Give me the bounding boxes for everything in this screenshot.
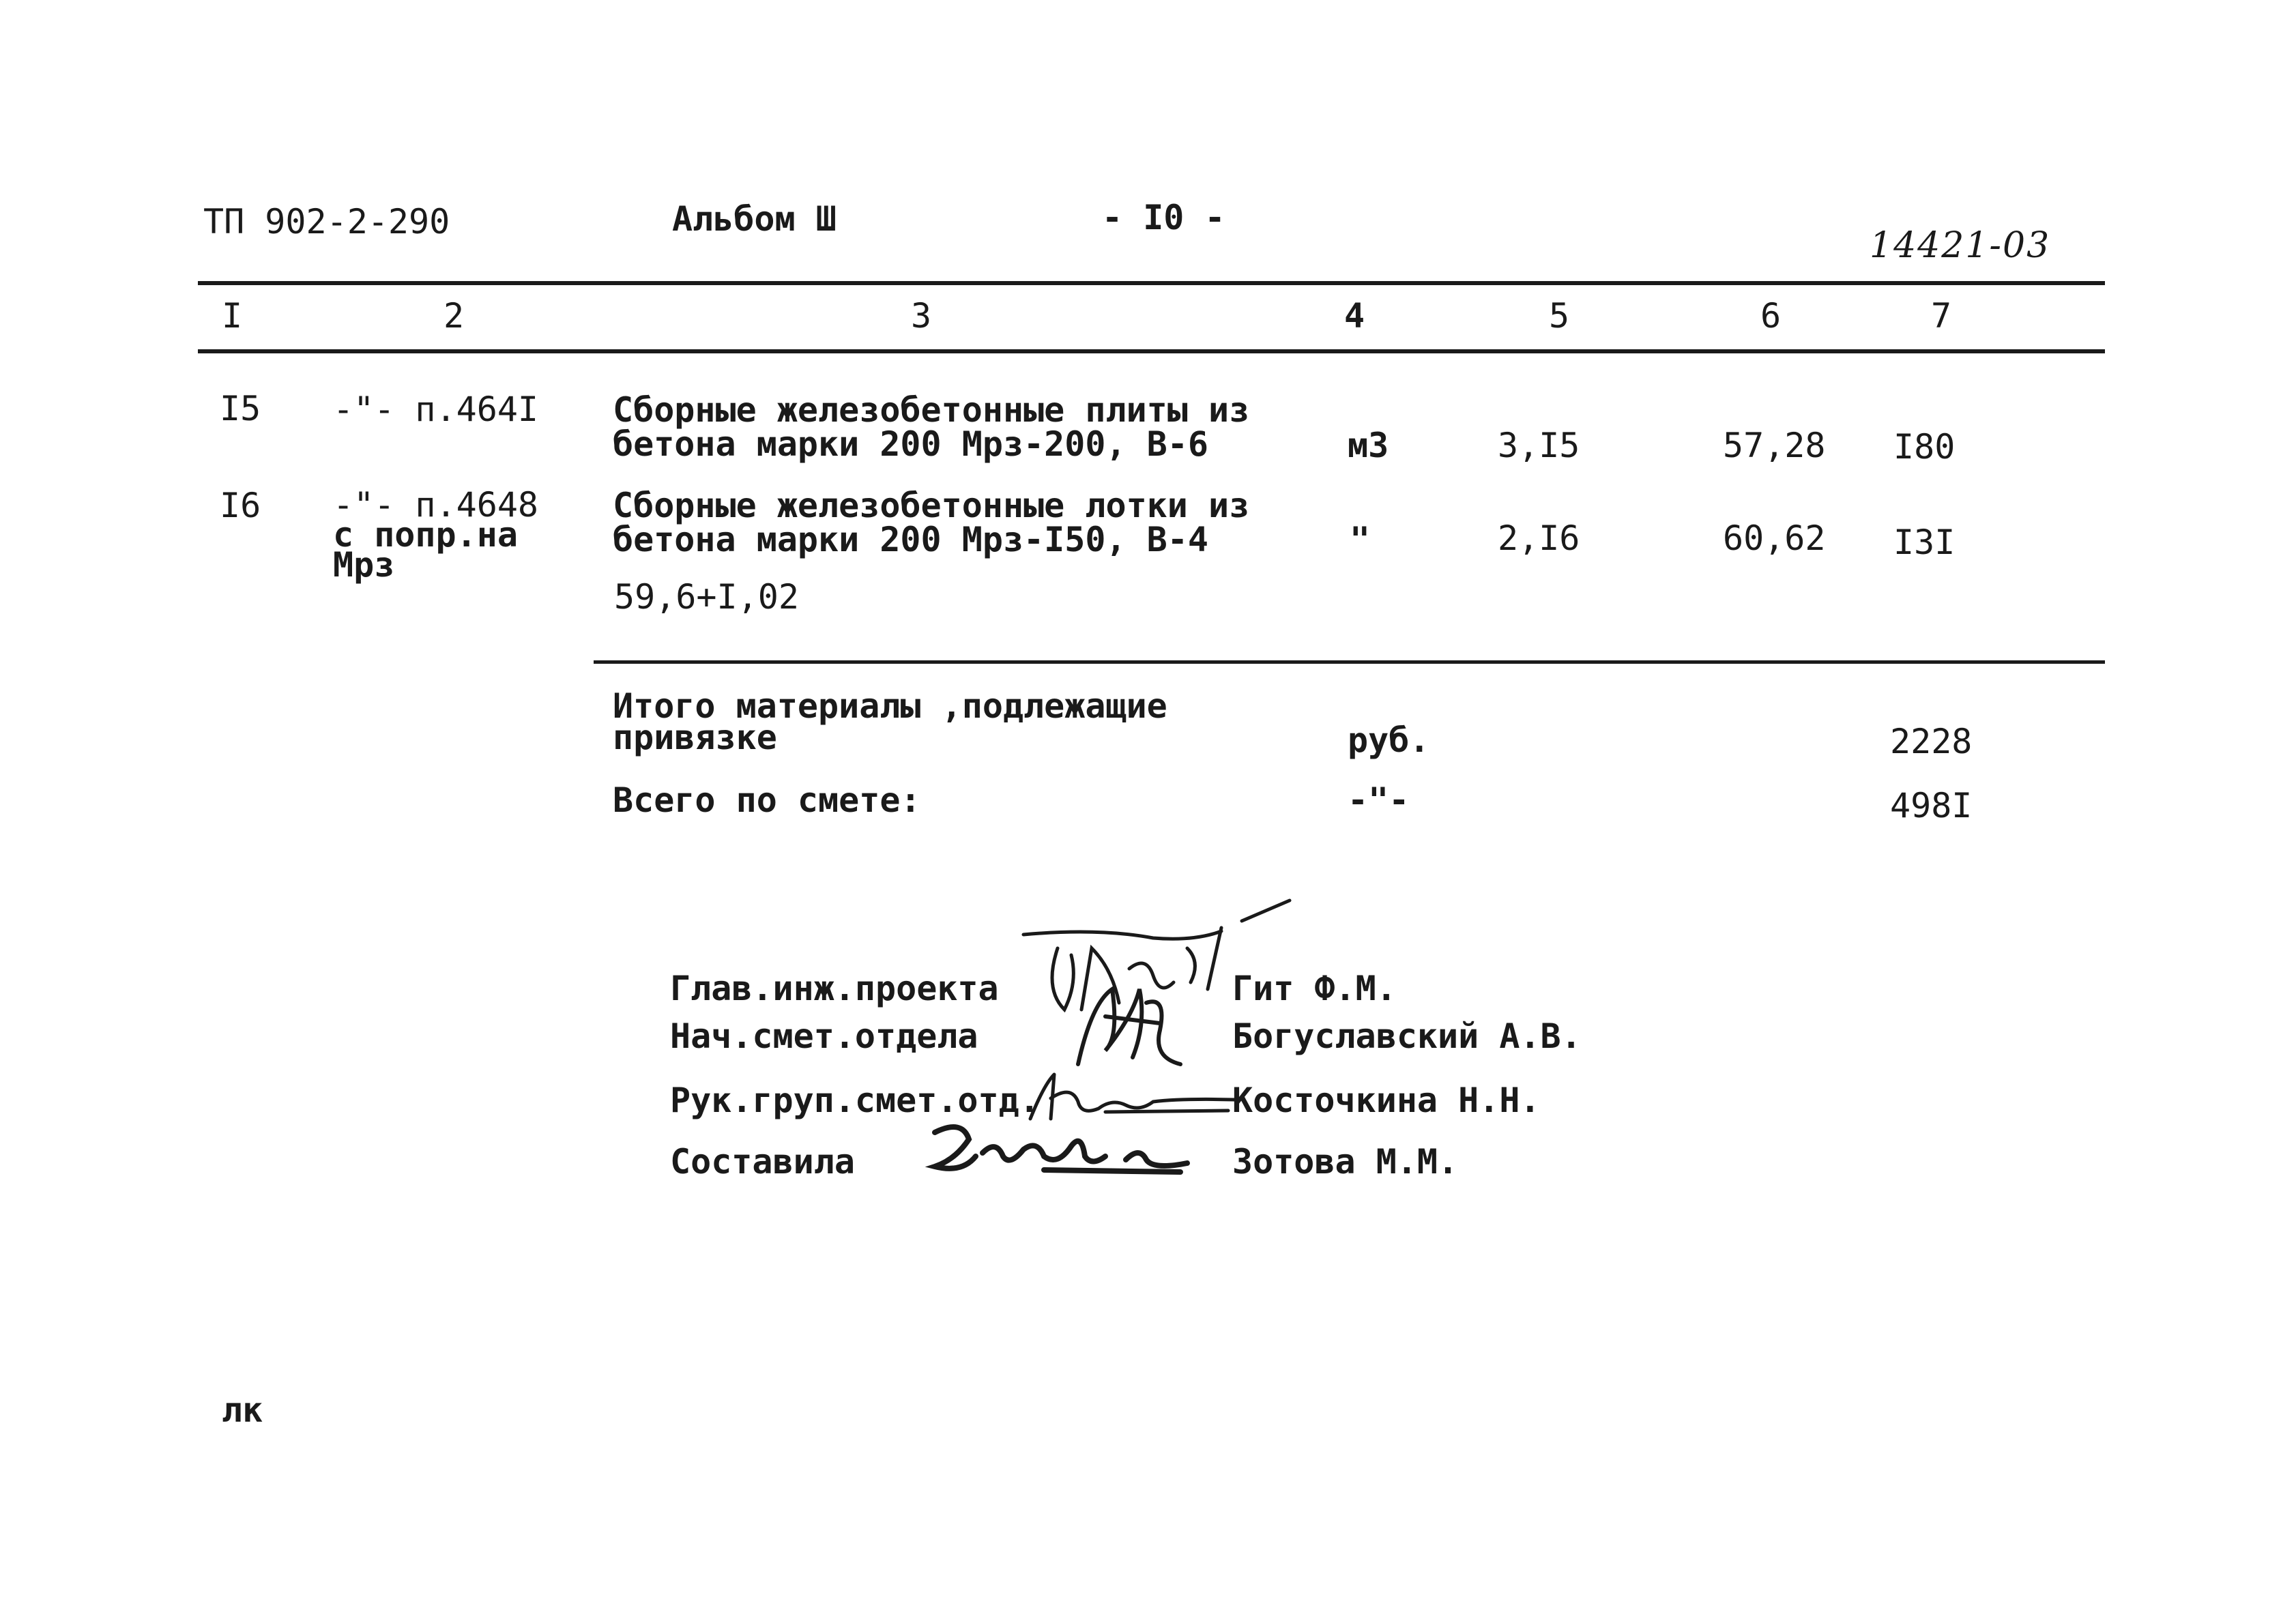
row-price: 60,62: [1723, 518, 1826, 558]
signature-role: Рук.груп.смет.отд.: [670, 1081, 1040, 1120]
col-num-7: 7: [1930, 296, 1952, 336]
row-number: I6: [220, 486, 261, 525]
doc-code: ТП 902-2-290: [203, 202, 450, 241]
col-num-1: I: [221, 296, 243, 336]
handwritten-signature-compiler: [921, 1119, 1194, 1180]
handwritten-signature-group-head: [1023, 1071, 1242, 1126]
summary-total: 498I: [1890, 786, 1973, 825]
signature-name: Богуславский А.В.: [1232, 1016, 1582, 1056]
row-note: 59,6+I,02: [614, 577, 799, 617]
signature-role: Составила: [670, 1142, 855, 1182]
col-num-6: 6: [1760, 296, 1782, 336]
col-num-5: 5: [1548, 296, 1570, 336]
signature-name: Косточкина Н.Н.: [1232, 1081, 1541, 1120]
row-quantity: 2,I6: [1498, 518, 1580, 558]
row-unit: м3: [1348, 426, 1389, 465]
summary-label: привязке: [613, 718, 777, 757]
summary-unit: руб.: [1348, 720, 1430, 760]
col-num-2: 2: [443, 296, 465, 336]
row-total: I80: [1893, 427, 1956, 467]
row-total: I3I: [1893, 523, 1956, 562]
row-price: 57,28: [1723, 426, 1826, 465]
row-description-line: Сборные железобетонные плиты из: [613, 390, 1250, 430]
footer-mark: лк: [222, 1390, 263, 1430]
summary-total: 2228: [1890, 722, 1973, 761]
signature-role: Нач.смет.отдела: [670, 1016, 978, 1056]
row-description-line: Сборные железобетонные лотки из: [613, 486, 1250, 525]
album-label: Альбом Ш: [672, 199, 837, 239]
row-reference: -"- п.464I: [333, 390, 539, 429]
row-description-line: бетона марки 200 Мрз-I50, В-4: [613, 520, 1208, 559]
header-bottom-rule: [198, 349, 2105, 353]
summary-label: Всего по смете:: [613, 780, 921, 820]
signature-role: Глав.инж.проекта: [670, 969, 999, 1008]
col-num-3: 3: [910, 296, 932, 336]
row-number: I5: [220, 389, 261, 428]
summary-unit: -"-: [1348, 780, 1410, 820]
row-reference: с попр.на: [333, 515, 518, 555]
summary-label: Итого материалы ,подлежащие: [613, 686, 1167, 726]
handwritten-signature-dept-head: [1064, 976, 1201, 1078]
row-quantity: 3,I5: [1498, 426, 1580, 465]
row-reference: -"- п.4648: [333, 485, 539, 525]
summary-rule: [594, 660, 2105, 664]
inventory-number: 14421-03: [1870, 225, 2051, 266]
table-top-rule: [198, 281, 2105, 285]
col-num-4: 4: [1343, 296, 1365, 336]
row-unit: ": [1350, 520, 1371, 559]
row-description-line: бетона марки 200 Мрз-200, В-6: [613, 424, 1208, 464]
signature-name: Зотова М.М.: [1232, 1142, 1459, 1182]
signature-name: Гит Ф.М.: [1232, 969, 1397, 1008]
row-reference: Мрз: [333, 545, 395, 585]
page-number: - I0 -: [1102, 198, 1225, 237]
